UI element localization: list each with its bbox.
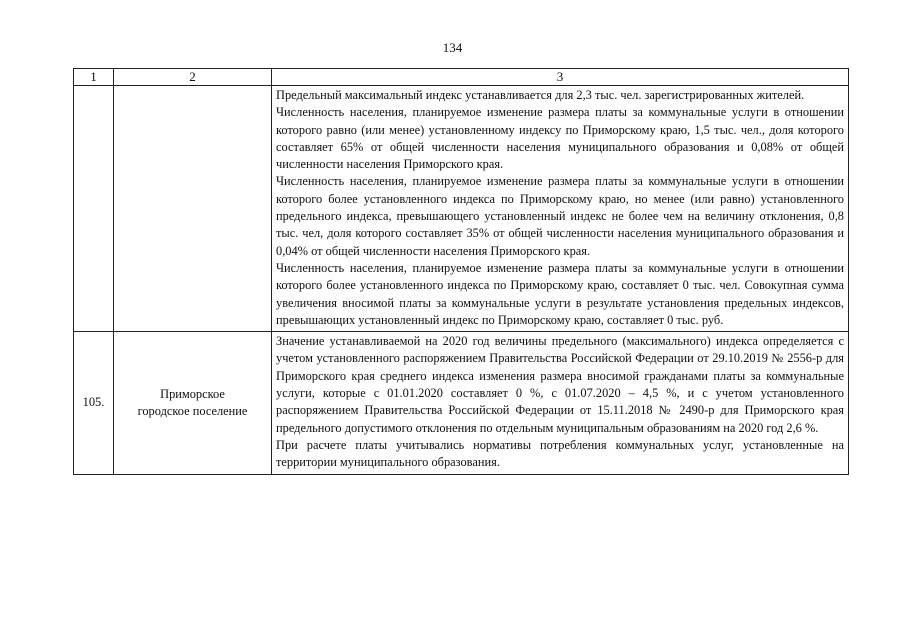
description-cell	[272, 332, 849, 474]
row-number-cell: 105.	[74, 332, 114, 474]
table-row	[74, 332, 849, 474]
description-cell	[272, 86, 849, 332]
column-header-3: 3	[272, 69, 849, 86]
municipality-name-line: городское поселение	[137, 403, 248, 418]
municipality-name-cell	[114, 332, 272, 474]
document-table	[73, 68, 849, 475]
column-header-2: 2	[114, 69, 272, 86]
description-paragraph: Численность населения, планируемое изменение размера платы за коммунальные услуги в отношении которого равно (или менее) установленному индексу по Приморскому краю, 1,5 тыс. чел., доля которого составляет 65% от общей численности населения муниципального образования и 0,08% от общей численности населения Приморского края.	[276, 105, 844, 172]
municipality-name-line: Приморское	[160, 386, 225, 401]
table-header-row	[74, 69, 849, 86]
description-paragraph: Предельный максимальный индекс устанавливается для 2,3 тыс. чел. зарегистрированных жителей.	[276, 88, 805, 102]
row-number-cell	[74, 86, 114, 332]
table-row	[74, 86, 849, 332]
column-header-1: 1	[74, 69, 114, 86]
description-paragraph: При расчете платы учитывались нормативы потребления коммунальных услуг, установленные на территории муниципального образования.	[276, 437, 844, 470]
description-paragraph: Численность населения, планируемое изменение размера платы за коммунальные услуги в отношении которого более установленного индекса по Приморскому краю, составляет 0 тыс. чел. Совокупная сумма увеличения вносимой платы за коммунальные услуги в результате установления предельных индексов, превышающих установленный индекс по Приморскому краю, составляет 0 тыс. руб.	[276, 260, 844, 327]
description-paragraph: Значение устанавливаемой на 2020 год величины предельного (максимального) индекса определяется с учетом установленного распоряжением Правительства Российской Федерации от 29.10.2019 № 2556-р для Приморского края среднего индекса изменения размера вносимой гражданами платы за коммунальные услуги, которые с 01.01.2020 составляет 0 %, с 01.07.2020 – 4,5 %, и с учетом установленного распоряжением Правительства Российской Федерации от 15.11.2018 № 2490-р для Приморского края предельного допустимого отклонения по отдельным муниципальным образованиям на 2020 год 2,6 %.	[276, 334, 844, 435]
page-number: 134	[442, 40, 463, 55]
description-paragraph: Численность населения, планируемое изменение размера платы за коммунальные услуги в отношении которого более установленного индекса по Приморскому краю, но менее (или равно) установленного предельного индекса, превышающего установленный индекс не более чем на величину отклонения, 0,8 тыс. чел, доля которого составляет 35% от общей численности населения муниципального образования и 0,04% от общей численности населения Приморского края.	[276, 174, 844, 258]
municipality-name-cell	[114, 86, 272, 332]
